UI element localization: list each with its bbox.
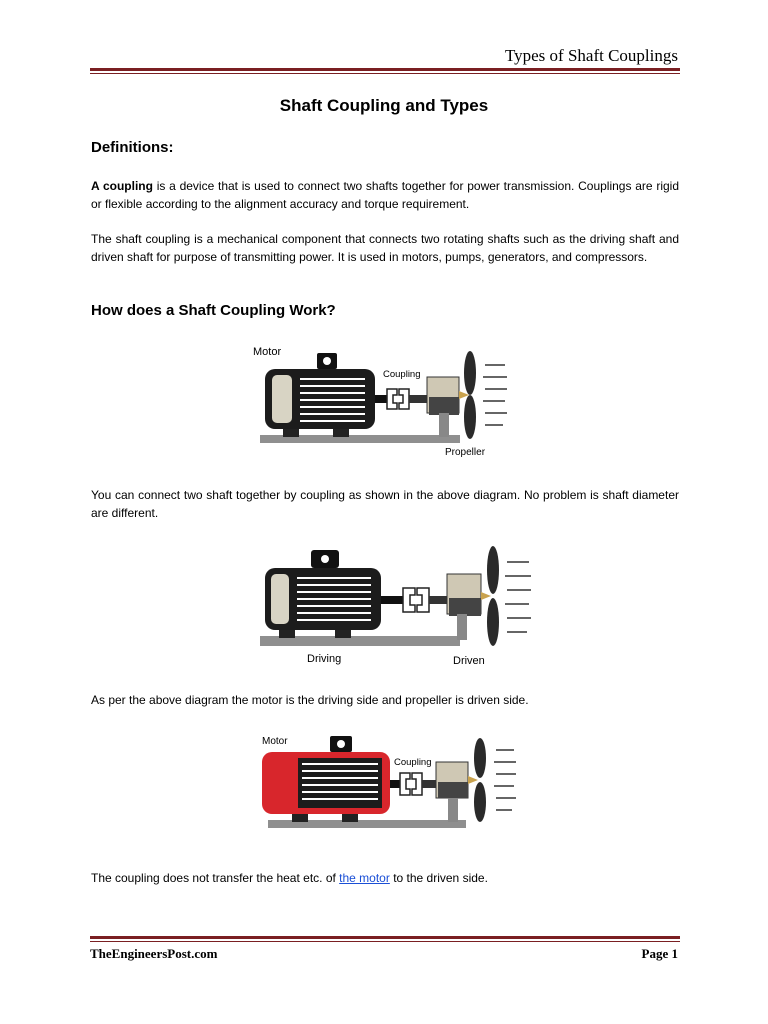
footer-site-name: TheEngineersPost.com	[90, 946, 218, 961]
propeller-drawing	[447, 546, 499, 646]
definitions-heading: Definitions:	[91, 139, 174, 156]
definition-paragraph-1	[91, 177, 679, 213]
coupling-label: Coupling	[383, 369, 421, 380]
coupling-drawing	[400, 773, 436, 795]
motor-drawing	[265, 353, 387, 437]
coupling-diagram-3	[248, 728, 538, 853]
motor-drawing	[265, 550, 403, 638]
coupling-drawing	[387, 389, 427, 409]
motor-link[interactable]: the motor	[339, 871, 390, 885]
motor-label: Motor	[253, 346, 282, 358]
footer-page-number: Page 1	[641, 946, 678, 961]
coupling-diagram-2	[245, 540, 540, 675]
propeller-drawing	[436, 738, 486, 822]
header-rule	[90, 68, 680, 74]
paragraph-after-figure-2: As per the above diagram the motor is the driving side and propeller is driven side.	[91, 693, 529, 707]
motor-drawing	[262, 736, 400, 822]
document-title: Shaft Coupling and Types	[279, 96, 489, 115]
definition-1-text: is a device that is used to connect two shafts together for power transmission. Couplings are rigid or flexible according to the alignment accuracy and torque requirement.	[91, 179, 679, 211]
airflow-lines	[505, 562, 531, 632]
running-header-title: Types of Shaft Couplings	[504, 46, 678, 65]
coupling-label: Coupling	[394, 757, 432, 768]
how-it-works-heading: How does a Shaft Coupling Work?	[91, 302, 336, 319]
driven-label: Driven	[453, 655, 485, 667]
propeller-label: Propeller	[445, 447, 486, 458]
coupling-term: A coupling	[91, 179, 153, 193]
coupling-drawing	[403, 588, 447, 612]
last-paragraph	[91, 869, 679, 887]
driving-label: Driving	[307, 653, 342, 665]
airflow-lines	[494, 750, 516, 810]
motor-label: Motor	[262, 736, 288, 747]
airflow-lines	[483, 365, 507, 425]
paragraph-after-figure-1: You can connect two shaft together by coupling as shown in the above diagram. No problem is shaft diameter are different.	[91, 488, 679, 520]
footer-rule	[90, 936, 680, 942]
definition-paragraph-2: The shaft coupling is a mechanical component that connects two rotating shafts such as the driving shaft and driven shaft for purpose of transmitting power. It is used in motors, pumps, generators, and compressors.	[91, 232, 679, 264]
coupling-diagram-1	[245, 335, 535, 465]
last-paragraph-after: to the driven side.	[389, 871, 488, 885]
last-paragraph-before: The coupling does not transfer the heat etc. of	[91, 871, 340, 885]
propeller-drawing	[427, 351, 476, 439]
